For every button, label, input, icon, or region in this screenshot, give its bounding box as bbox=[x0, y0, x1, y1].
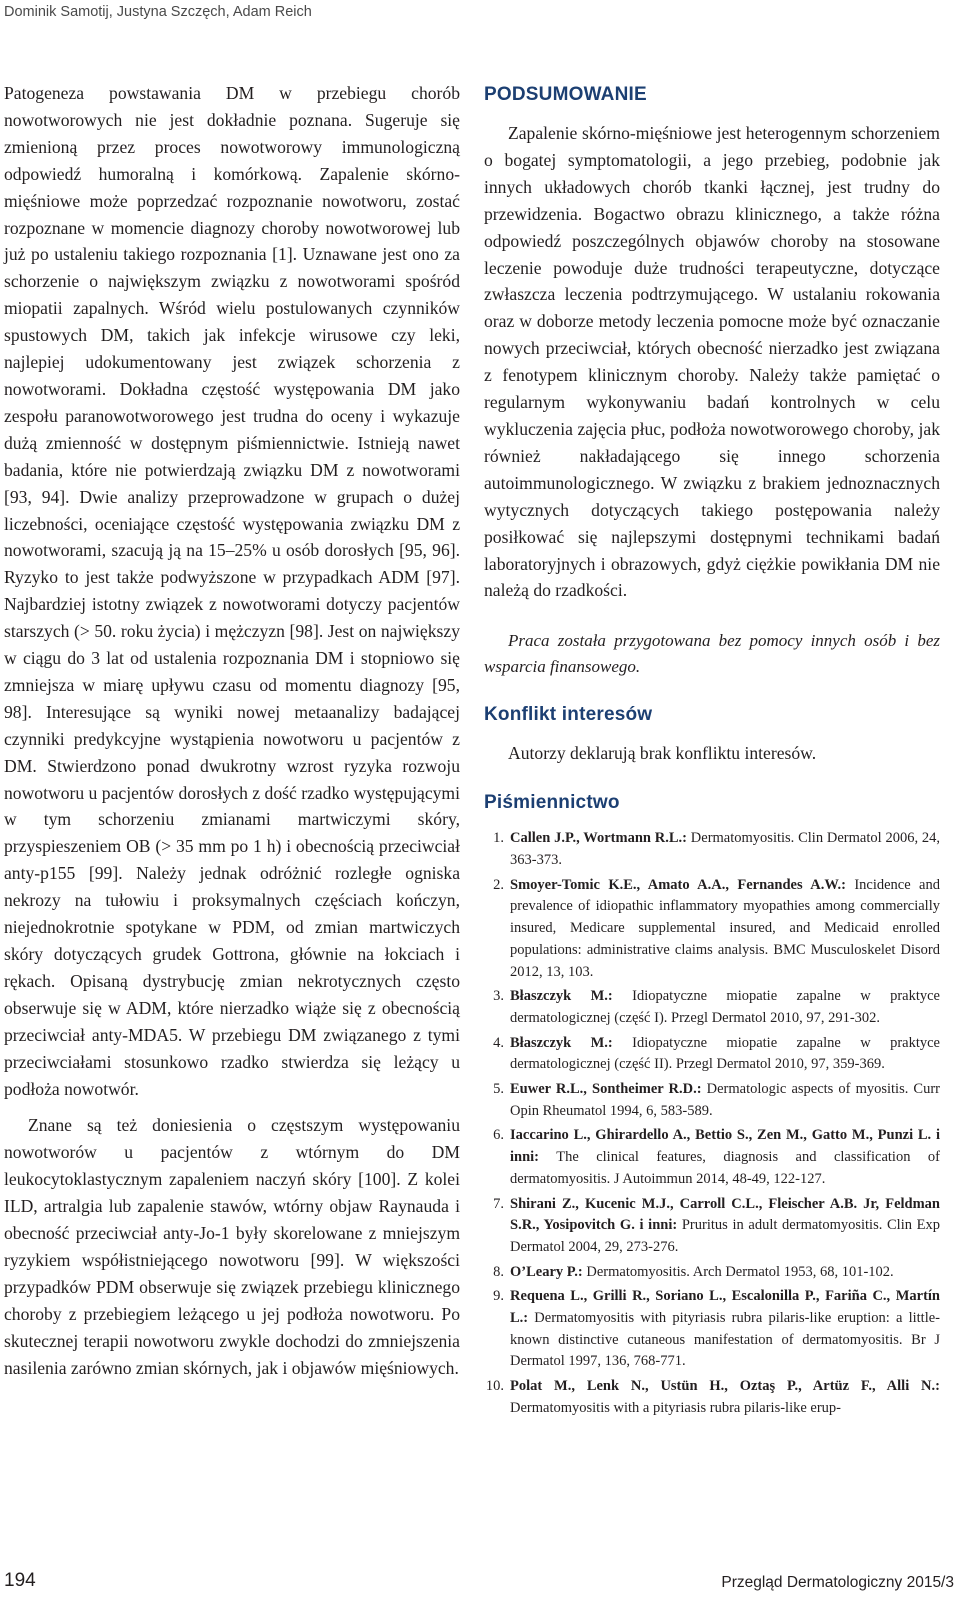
reference-number: 10. bbox=[485, 1378, 504, 1395]
reference-authors: Błaszczyk M.: bbox=[510, 1034, 613, 1051]
reference-authors: Polat M., Lenk N., Ustün H., Oztaş P., Artüz F., Alli N.: bbox=[510, 1378, 940, 1395]
reference-item bbox=[484, 986, 940, 1029]
reference-number: 6. bbox=[493, 1127, 504, 1144]
reference-number: 4. bbox=[493, 1034, 504, 1051]
reference-number: 3. bbox=[493, 988, 504, 1005]
reference-number: 7. bbox=[493, 1195, 504, 1212]
reference-text: Idiopatyczne miopatie zapalne w praktyce dermatologicznej (część II). Przegl Dermatol 2010, 97, 359-369. bbox=[510, 1034, 940, 1073]
reference-text: Idiopatyczne miopatie zapalne w praktyce dermatologicznej (część I). Przegl Dermatol 2010, 97, 291-302. bbox=[510, 988, 940, 1026]
reference-authors: Callen J.P., Wortmann R.L.: bbox=[510, 830, 687, 847]
reference-text: Dermatomyositis. Clin Dermatol 2006, 24, 363-373. bbox=[510, 830, 940, 869]
reference-list bbox=[484, 828, 940, 1419]
reference-number: 8. bbox=[493, 1263, 504, 1280]
reference-item bbox=[484, 1262, 940, 1284]
page-number: 194 bbox=[4, 1570, 36, 1591]
reference-number: 9. bbox=[493, 1288, 504, 1305]
reference-text: Dermatomyositis with a pityriasis rubra pilaris-like erup- bbox=[510, 1399, 842, 1416]
left-column bbox=[4, 80, 460, 1382]
reference-item bbox=[484, 1079, 940, 1122]
body-paragraph: Patogeneza powstawania DM w przebiegu chorób nowotworowych nie jest dokładnie poznana. Sugeruje się zmienioną przez proces nowotworowy immunologiczną odpowiedź humoralną i komórkową. Zapalenie skórno-mięśniowe może poprzedzać rozpoznanie nowotworu, zostać rozpoznane w momencie diagnozy choroby nowotworowej lub już po ustaleniu takiego rozpoznania [1]. Uznawane jest ono za schorzenie o największym związku z nowotworami spośród miopatii zapalnych. Wśród wielu postulowanych czynników spustowych DM, takich jak infekcje wirusowe czy leki, najlepiej udokumentowany jest związek schorzenia z nowotworami. Dokładna częstość występowania DM jako zespołu paranowotworowego jest trudna do oceny i wykazuje dużą zmienność w dostępnym piśmiennictwie. Istnieją nawet badania, które nie potwierdzają związku DM z nowotworami [93, 94]. Dwie analizy przeprowadzone w grupach o dużej liczebności, oceniające częstość występowania związku DM z nowotworami, szacują ją na 15–25% u osób dorosłych [95, 96]. Ryzyko to jest także podwyższone w przypadkach ADM [97]. Najbardziej istotny związek z nowotworami dotyczy pacjentów starszych (> 50. roku życia) i mężczyzn [98]. Jest on największy w ciągu do 3 lat od ustalenia rozpoznania DM i stopniowo się zmniejsza w miarę upływu czasu od momentu diagnozy [95, 98]. Interesujące są wyniki nowej metaanalizy badającej czynniki predykcyjne wystąpienia nowotworu u pacjentów z DM. Stwierdzono ponad dwukrotny wzrost ryzyka rozwoju nowotworu u pacjentów dorosłych z dość rzadko występującymi w tym schorzeniu zmianami martwiczymi skóry, przyspieszeniem OB (> 35 mm po 1 h) i obecnością przeciwciał anty-p155 [99]. Należy jednak odróżnić rozległe ogniska nekrozy na tułowiu i proksymalnych częściach kończyn, niejednokrotnie spotykane w PDM, od zmian martwiczych skóry dotyczących grudek Gottrona, głównie na łokciach i rękach. Opisaną dystrybucję zmian nekrotycznych często obserwuje się w ADM, które nierzadko wiąże się z obecnością przeciwciał anty-MDA5. W przebiegu DM związanego z tymi przeciwciałami stosunkowo rzadko stwierdza się leżący u podłoża nowotwór. bbox=[4, 83, 460, 1099]
funding-note: Praca została przygotowana bez pomocy innych osób i bez wsparcia finansowego. bbox=[484, 631, 940, 677]
reference-item bbox=[484, 1376, 940, 1419]
reference-authors: Iaccarino L., Ghirardello A., Bettio S., Zen M., Gatto M., Punzi L. i inni: bbox=[510, 1127, 940, 1166]
reference-authors: O’Leary P.: bbox=[510, 1263, 583, 1280]
reference-item bbox=[484, 1286, 940, 1373]
reference-number: 1. bbox=[493, 830, 504, 847]
reference-authors: Shirani Z., Kucenic M.J., Carroll C.L., Fleischer A.B. Jr, Feldman S.R., Yosipovitch G. i inni: bbox=[510, 1195, 940, 1234]
reference-text: Pruritus in adult dermatomyositis. Clin Exp Dermatol 2004, 29, 273-276. bbox=[510, 1217, 941, 1255]
journal-title: Przegląd Dermatologiczny 2015/3 bbox=[721, 1574, 954, 1591]
body-paragraph: Znane są też doniesienia o częstszym występowaniu nowotworów u pacjentów z wtórnym do DM leukocytoklastycznym zapaleniem naczyń skóry [100]. Z kolei ILD, artralgia lub zapalenie stawów, wtórny objaw Raynauda i obecność przeciwciał anty-Jo-1 były skorelowane z mniejszym ryzykiem współistniejącego nowotworu [99]. W większości przypadków PDM obserwuje się związek przebiegu klinicznego choroby z przebiegiem leżącego u jej podłoża nowotworu. Po skutecznej terapii nowotworu zwykle dochodzi do zmniejszenia nasilenia zarówno zmian skórnych, jak i objawów mięśniowych. bbox=[4, 1115, 460, 1378]
reference-text: Incidence and prevalence of idiopathic inflammatory myopathies among commercially insured, Medicare supplemental insured, and Medicaid enrolled populations: administrative claims analysis. BMC Musculoskelet Disord 2012, 13, 103. bbox=[510, 876, 940, 980]
reference-text: Dermatomyositis. Arch Dermatol 1953, 68, 101-102. bbox=[582, 1263, 894, 1280]
reference-item bbox=[484, 1194, 940, 1259]
reference-authors: Euwer R.L., Sontheimer R.D.: bbox=[510, 1081, 702, 1098]
reference-item bbox=[484, 1125, 940, 1190]
reference-item bbox=[484, 875, 940, 984]
reference-authors: Smoyer-Tomic K.E., Amato A.A., Fernandes A.W.: bbox=[510, 876, 846, 893]
reference-text: Dermatomyositis with pityriasis rubra pilaris-like eruption: a little-known distinctive cutaneous manifestation of dermatomyositis. Br J Dermatol 1997, 136, 768-771. bbox=[510, 1310, 940, 1370]
reference-number: 5. bbox=[493, 1081, 504, 1098]
running-head-authors: Dominik Samotij, Justyna Szczęch, Adam Reich bbox=[4, 4, 312, 20]
conflict-heading: Konflikt interesów bbox=[484, 704, 653, 726]
references-heading: Piśmiennictwo bbox=[484, 792, 620, 814]
summary-paragraph: Zapalenie skórno-mięśniowe jest heterogennym schorzeniem o bogatej symptomatologii, a jego przebieg, podobnie jak innych układowych chorób tkanki łącznej, jest trudny do przewidzenia. Bogactwo obrazu klinicznego, a także różna odpowiedź poszczególnych objawów choroby na stosowane leczenie powoduje duże trudności terapeutyczne, dotyczące zwłaszcza leczenia podtrzymującego. W ustalaniu rokowania oraz w doborze metody leczenia pomocne może być oznaczanie nowych przeciwciał, których obecność nierzadko jest związana z fenotypem klinicznym choroby. Należy także pamiętać o regularnym wykonywaniu badań kontrolnych w celu wykluczenia zajęcia płuc, podłoża nowotworowego choroby, jak również nakładającego się innego schorzenia autoimmunologicznego. W związku z brakiem jednoznacznych wytycznych dotyczących takiego postępowania należy posiłkować się najlepszymi dostępnymi technikami badań laboratoryjnych i obrazowych, gdyż ciężkie powikłania DM nie należą do rzadkości. bbox=[484, 123, 940, 601]
reference-text: The clinical features, diagnosis and classification of dermatomyositis. J Autoimmun 2014, 48-49, 122-127. bbox=[510, 1149, 940, 1187]
reference-text: Dermatologic aspects of myositis. Curr Opin Rheumatol 1994, 6, 583-589. bbox=[510, 1081, 941, 1119]
reference-item bbox=[484, 828, 940, 871]
right-column bbox=[484, 84, 940, 1423]
reference-number: 2. bbox=[493, 876, 504, 893]
reference-authors: Requena L., Grilli R., Soriano L., Escalonilla P., Fariña C., Martín L.: bbox=[510, 1288, 940, 1327]
reference-item bbox=[484, 1033, 940, 1076]
reference-authors: Błaszczyk M.: bbox=[510, 988, 613, 1005]
conflict-statement: Autorzy deklarują brak konfliktu interesów. bbox=[508, 743, 817, 764]
summary-heading: PODSUMOWANIE bbox=[484, 84, 647, 105]
